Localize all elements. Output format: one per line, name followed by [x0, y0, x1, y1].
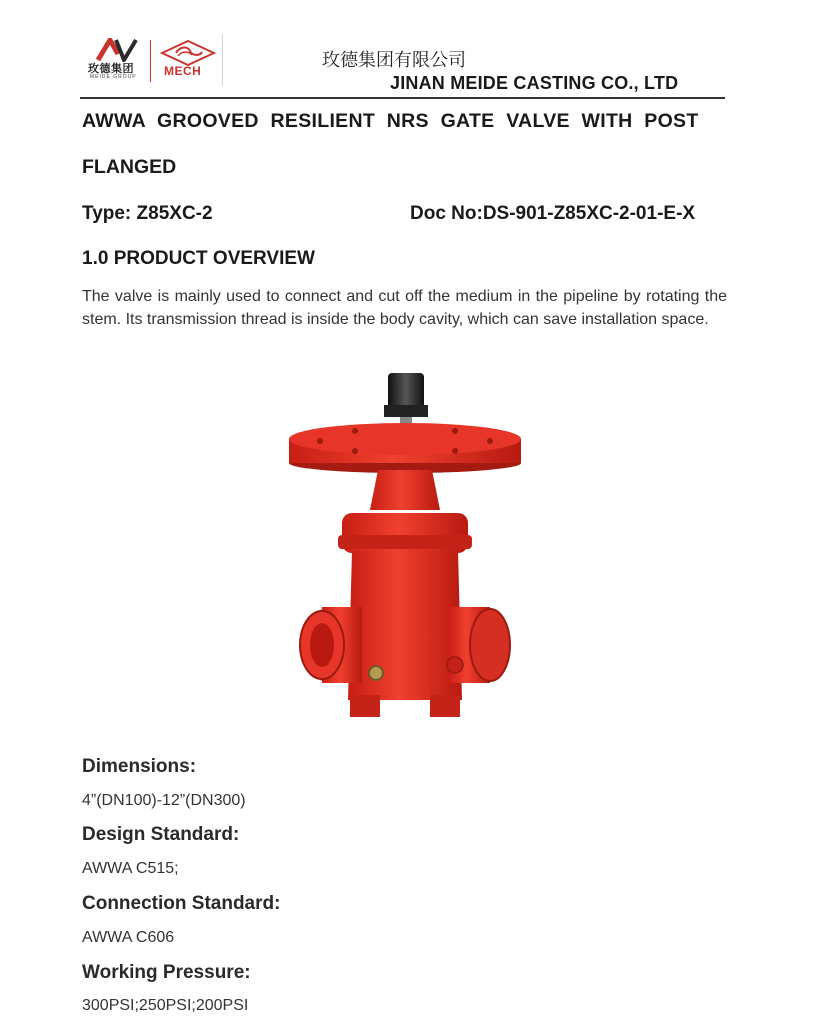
design-standard-value: AWWA C515; [82, 860, 179, 877]
working-pressure-value: 300PSI;250PSI;200PSI [82, 997, 249, 1014]
logo-divider [150, 40, 151, 82]
mech-logo-text: MECH [164, 64, 202, 78]
section-title: 1.0 PRODUCT OVERVIEW [82, 248, 315, 269]
company-name-english: JINAN MEIDE CASTING CO., LTD [390, 73, 679, 93]
logo-chinese-text: 玫德集团 [88, 63, 134, 75]
logo-english-text: MEIDE GROUP [90, 74, 137, 80]
connection-standard-value: AWWA C606 [82, 929, 175, 946]
company-name-chinese: 玫德集团有限公司 [322, 50, 466, 71]
header-divider [222, 34, 223, 86]
working-pressure-label: Working Pressure: [82, 962, 251, 983]
dimensions-value: 4”(DN100)-12”(DN300) [82, 792, 246, 809]
design-standard-label: Design Standard: [82, 824, 240, 845]
header-rule [80, 97, 725, 99]
document-title-line2: FLANGED [82, 156, 177, 178]
gate-valve-image [280, 365, 540, 737]
valve-type: Type: Z85XC-2 [82, 203, 213, 224]
document-number: Doc No:DS-901-Z85XC-2-01-E-X [410, 203, 696, 224]
connection-standard-label: Connection Standard: [82, 893, 281, 914]
dimensions-label: Dimensions: [82, 756, 197, 777]
overview-paragraph: The valve is mainly used to connect and cut off the medium in the pipeline by rotating the stem. Its transmission thread is inside the body cavity, which can save installation space. [82, 288, 727, 328]
document-title-line1: AWWA GROOVED RESILIENT NRS GATE VALVE WITH POST [82, 110, 699, 132]
